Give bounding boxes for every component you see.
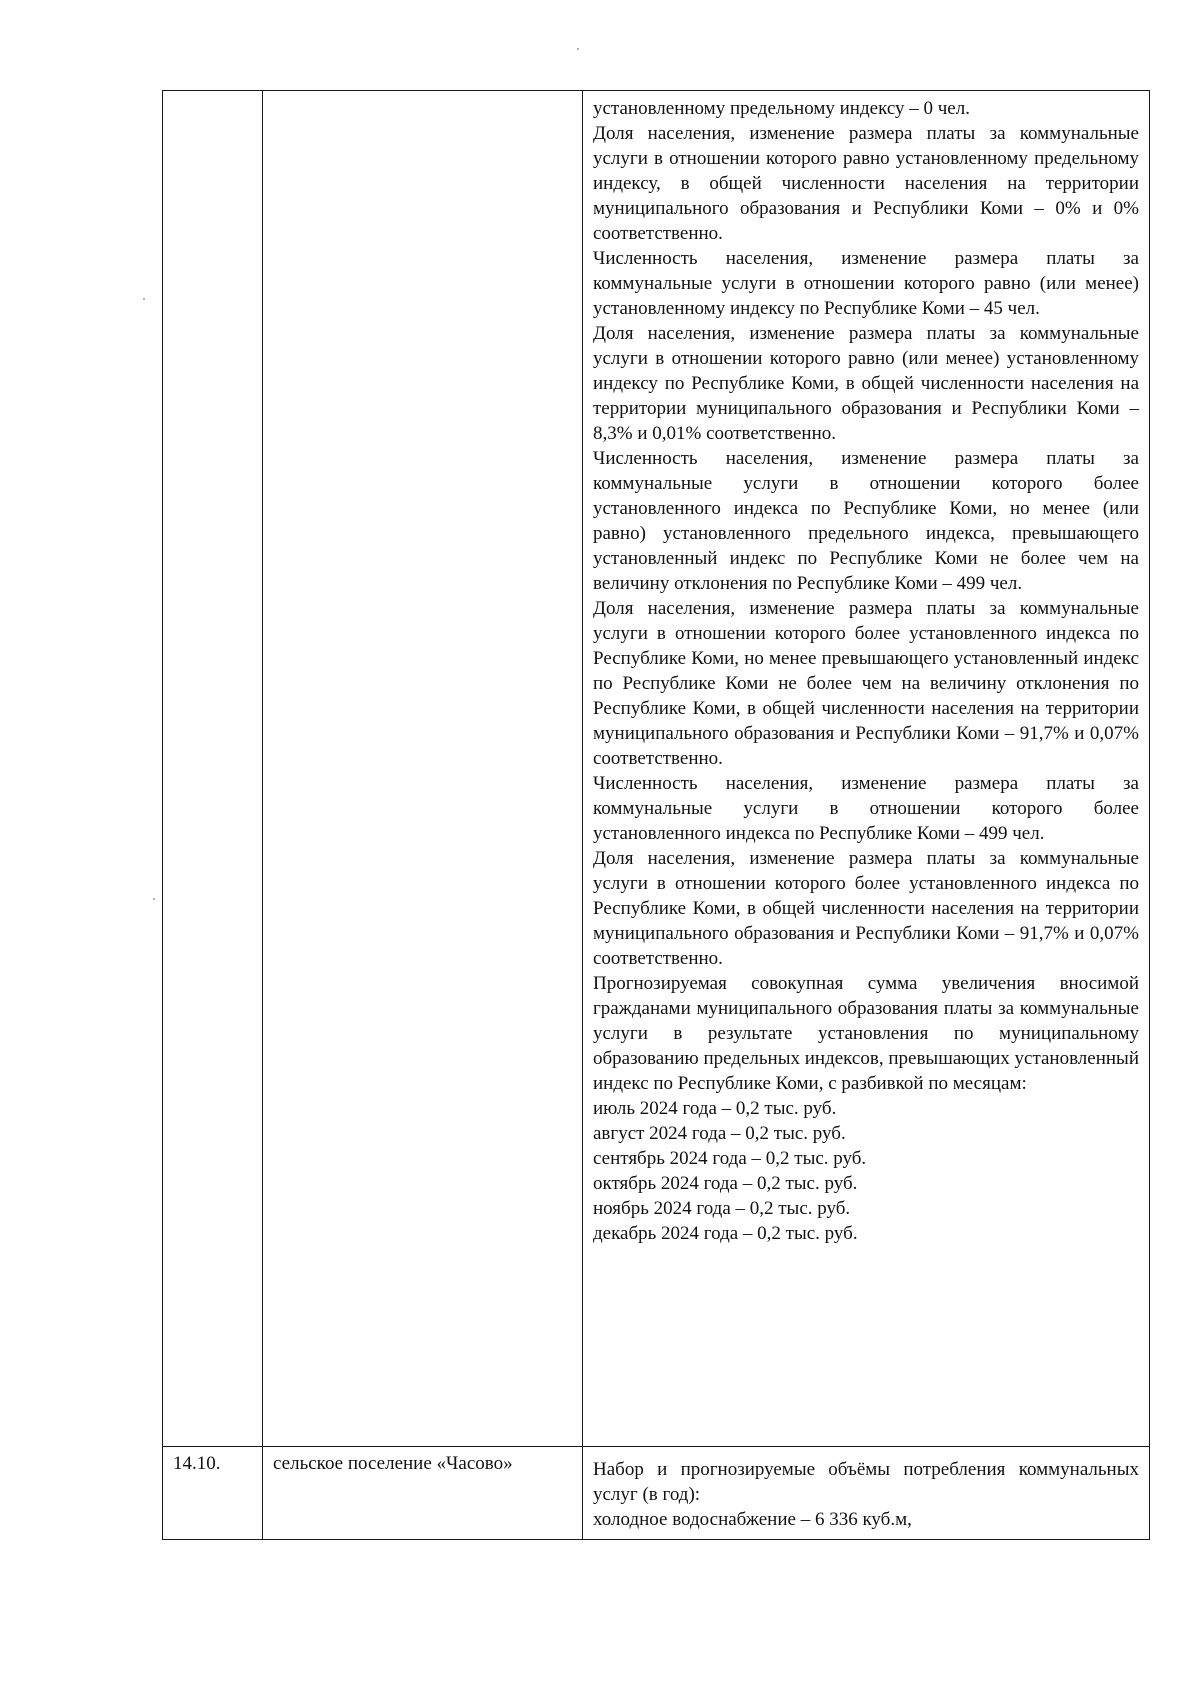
month-line: август 2024 года – 0,2 тыс. руб. bbox=[593, 1123, 846, 1144]
description-cell bbox=[583, 1447, 1150, 1540]
month-line: ноябрь 2024 года – 0,2 тыс. руб. bbox=[593, 1198, 851, 1219]
municipality-cell bbox=[263, 91, 583, 1447]
table-row bbox=[163, 91, 1150, 1447]
scan-speck bbox=[143, 298, 145, 300]
description-paragraph: Доля населения, изменение размера платы за коммунальные услуги в отношении которого более установленного индекса по Республике Коми, но менее превышающего установленный индекс по Республике Коми не более чем на величину отклонения по Республике Коми, в общей численности населения на территории муниципального образования и Республики Коми – 91,7% и 0,07% соответственно. bbox=[593, 598, 1139, 769]
document-table bbox=[162, 90, 1150, 1540]
description-cell bbox=[583, 91, 1150, 1447]
month-line: июль 2024 года – 0,2 тыс. руб. bbox=[593, 1098, 837, 1119]
month-line: октябрь 2024 года – 0,2 тыс. руб. bbox=[593, 1173, 858, 1194]
month-line: сентябрь 2024 года – 0,2 тыс. руб. bbox=[593, 1148, 867, 1169]
month-line: декабрь 2024 года – 0,2 тыс. руб. bbox=[593, 1223, 858, 1244]
row-number-cell: 14.10. bbox=[163, 1447, 263, 1540]
description-paragraph: Численность населения, изменение размера платы за коммунальные услуги в отношении которого более установленного индекса по Республике Коми, но менее (или равно) установленного предельного индекса, превышающего установленный индекс по Республике Коми не более чем на величину отклонения по Республике Коми – 499 чел. bbox=[593, 448, 1139, 594]
row-number-cell bbox=[163, 91, 263, 1447]
description-paragraph: Доля населения, изменение размера платы за коммунальные услуги в отношении которого равно (или менее) установленному индексу по Республике Коми, в общей численности населения на территории муниципального образования и Республики Коми – 8,3% и 0,01% соответственно. bbox=[593, 323, 1139, 444]
description-paragraph: Численность населения, изменение размера платы за коммунальные услуги в отношении которого равно (или менее) установленному индексу по Республике Коми – 45 чел. bbox=[593, 248, 1139, 319]
description-paragraph: Численность населения, изменение размера платы за коммунальные услуги в отношении которого более установленного индекса по Республике Коми – 499 чел. bbox=[593, 773, 1139, 844]
description-paragraph: установленному предельному индексу – 0 чел. bbox=[593, 98, 970, 119]
description-paragraph: Набор и прогнозируемые объёмы потребления коммунальных услуг (в год): bbox=[593, 1459, 1139, 1505]
description-paragraph: Прогнозируемая совокупная сумма увеличения вносимой гражданами муниципального образования платы за коммунальные услуги в результате установления по муниципальному образованию предельных индексов, превышающих установленный индекс по Республике Коми, с разбивкой по месяцам: bbox=[593, 973, 1139, 1094]
scan-speck bbox=[577, 48, 579, 50]
municipality-cell: сельское поселение «Часово» bbox=[263, 1447, 583, 1540]
table-row bbox=[163, 1447, 1150, 1540]
description-paragraph: Доля населения, изменение размера платы за коммунальные услуги в отношении которого равно установленному предельному индексу, в общей численности населения на территории муниципального образования и Республики Коми – 0% и 0% соответственно. bbox=[593, 123, 1139, 244]
scan-speck bbox=[153, 898, 155, 900]
description-paragraph: Доля населения, изменение размера платы за коммунальные услуги в отношении которого более установленного индекса по Республике Коми, в общей численности населения на территории муниципального образования и Республики Коми – 91,7% и 0,07% соответственно. bbox=[593, 848, 1139, 969]
resource-line: холодное водоснабжение – 6 336 куб.м, bbox=[593, 1509, 912, 1530]
